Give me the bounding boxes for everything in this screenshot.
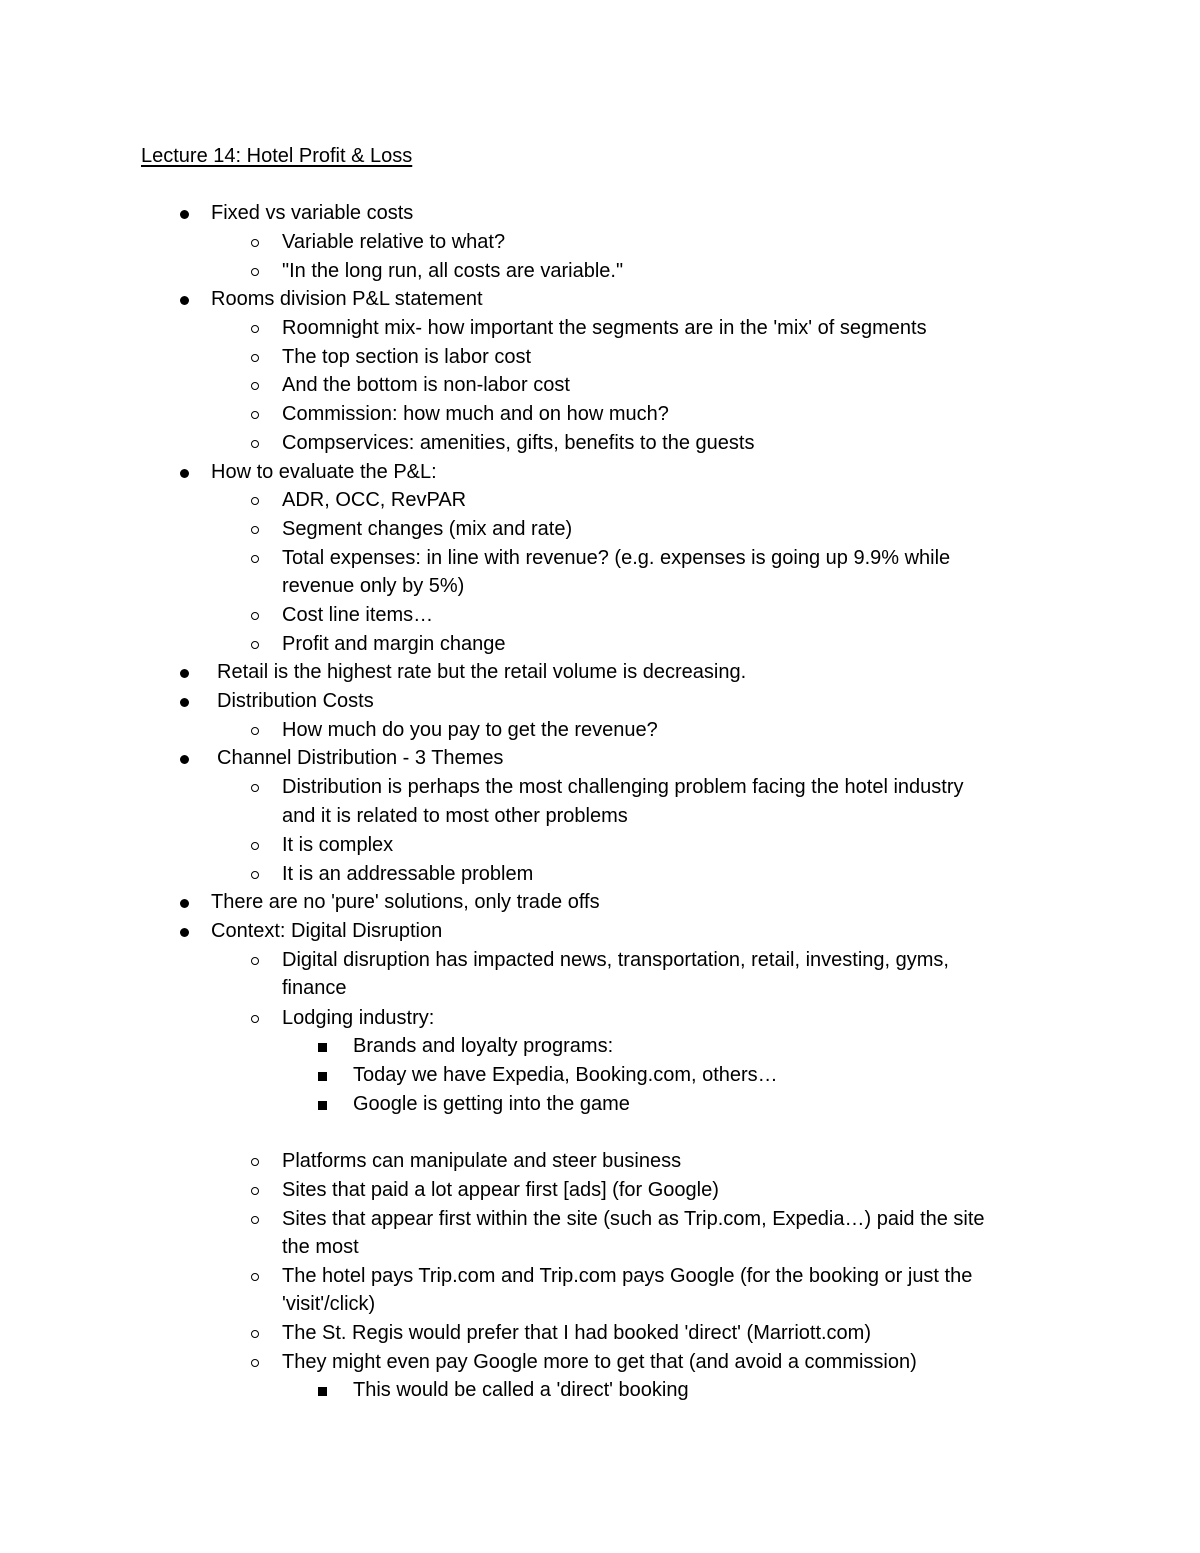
list-item-text: 'visit'/click)	[282, 1293, 376, 1315]
list-item-text: Today we have Expedia, Booking.com, others…	[353, 1064, 778, 1086]
filled-circle-bullet-icon	[180, 698, 189, 707]
hollow-circle-bullet-icon	[251, 325, 259, 333]
list-item-text: How to evaluate the P&L:	[211, 461, 437, 483]
hollow-circle-bullet-icon	[251, 555, 259, 563]
list-item-text: It is complex	[282, 834, 394, 856]
list-item-text: There are no 'pure' solutions, only trade offs	[211, 891, 600, 913]
hollow-circle-bullet-icon	[251, 382, 259, 390]
list-item-text: "In the long run, all costs are variable."	[282, 260, 624, 282]
list-item-text: The hotel pays Trip.com and Trip.com pays Google (for the booking or just the	[282, 1265, 973, 1287]
list-item-text: Retail is the highest rate but the retail volume is decreasing.	[217, 661, 747, 683]
list-item-text: The top section is labor cost	[282, 346, 532, 368]
list-item-text: Fixed vs variable costs	[211, 202, 414, 224]
list-item-text: Commission: how much and on how much?	[282, 403, 669, 425]
hollow-circle-bullet-icon	[251, 1187, 259, 1195]
list-item-text: They might even pay Google more to get that (and avoid a commission)	[282, 1351, 917, 1373]
filled-circle-bullet-icon	[180, 899, 189, 908]
hollow-circle-bullet-icon	[251, 727, 259, 735]
list-item-text: ADR, OCC, RevPAR	[282, 489, 467, 511]
list-item-text: Lodging industry:	[282, 1007, 435, 1029]
hollow-circle-bullet-icon	[251, 354, 259, 362]
list-item-text: Rooms division P&L statement	[211, 288, 483, 310]
list-item-text: Google is getting into the game	[353, 1093, 630, 1115]
list-item-text: Segment changes (mix and rate)	[282, 518, 573, 540]
list-item-text: Distribution is perhaps the most challenging problem facing the hotel industry	[282, 776, 964, 798]
list-item-text: Compservices: amenities, gifts, benefits to the guests	[282, 432, 755, 454]
hollow-circle-bullet-icon	[251, 784, 259, 792]
list-item-text: Context: Digital Disruption	[211, 920, 443, 942]
list-item-text: Platforms can manipulate and steer business	[282, 1150, 682, 1172]
list-item-text: How much do you pay to get the revenue?	[282, 719, 658, 741]
page-title: Lecture 14: Hotel Profit & Loss	[141, 145, 413, 167]
hollow-circle-bullet-icon	[251, 497, 259, 505]
hollow-circle-bullet-icon	[251, 1359, 259, 1367]
hollow-circle-bullet-icon	[251, 1330, 259, 1338]
hollow-circle-bullet-icon	[251, 526, 259, 534]
list-item-text: Profit and margin change	[282, 633, 506, 655]
hollow-circle-bullet-icon	[251, 440, 259, 448]
list-item-text: revenue only by 5%)	[282, 575, 465, 597]
list-item-text: The St. Regis would prefer that I had booked 'direct' (Marriott.com)	[282, 1322, 872, 1344]
list-item-text: Cost line items…	[282, 604, 434, 626]
square-bullet-icon	[318, 1072, 327, 1081]
square-bullet-icon	[318, 1101, 327, 1110]
list-item-text: Brands and loyalty programs:	[353, 1035, 614, 1057]
hollow-circle-bullet-icon	[251, 842, 259, 850]
list-item-text: the most	[282, 1236, 359, 1258]
hollow-circle-bullet-icon	[251, 1216, 259, 1224]
filled-circle-bullet-icon	[180, 296, 189, 305]
list-item-text: and it is related to most other problems	[282, 805, 628, 827]
filled-circle-bullet-icon	[180, 755, 189, 764]
hollow-circle-bullet-icon	[251, 1158, 259, 1166]
hollow-circle-bullet-icon	[251, 871, 259, 879]
hollow-circle-bullet-icon	[251, 1273, 259, 1281]
list-item-text: Channel Distribution - 3 Themes	[217, 747, 504, 769]
list-item-text: And the bottom is non-labor cost	[282, 374, 570, 396]
list-item-text: Roomnight mix- how important the segments are in the 'mix' of segments	[282, 317, 927, 339]
list-item-text: Total expenses: in line with revenue? (e.g. expenses is going up 9.9% while	[282, 547, 951, 569]
list-item-text: It is an addressable problem	[282, 863, 534, 885]
hollow-circle-bullet-icon	[251, 268, 259, 276]
list-item-text: Distribution Costs	[217, 690, 374, 712]
list-item-text: Variable relative to what?	[282, 231, 506, 253]
list-item-text: finance	[282, 977, 347, 999]
filled-circle-bullet-icon	[180, 669, 189, 678]
square-bullet-icon	[318, 1043, 327, 1052]
hollow-circle-bullet-icon	[251, 411, 259, 419]
filled-circle-bullet-icon	[180, 928, 189, 937]
hollow-circle-bullet-icon	[251, 239, 259, 247]
hollow-circle-bullet-icon	[251, 1015, 259, 1023]
hollow-circle-bullet-icon	[251, 957, 259, 965]
list-item-text: Sites that appear first within the site (such as Trip.com, Expedia…) paid the site	[282, 1208, 985, 1230]
hollow-circle-bullet-icon	[251, 641, 259, 649]
list-item-text: Sites that paid a lot appear first [ads] (for Google)	[282, 1179, 719, 1201]
list-item-text: Digital disruption has impacted news, transportation, retail, investing, gyms,	[282, 949, 949, 971]
filled-circle-bullet-icon	[180, 210, 189, 219]
hollow-circle-bullet-icon	[251, 612, 259, 620]
square-bullet-icon	[318, 1387, 327, 1396]
filled-circle-bullet-icon	[180, 469, 189, 478]
list-item-text: This would be called a 'direct' booking	[353, 1379, 689, 1401]
